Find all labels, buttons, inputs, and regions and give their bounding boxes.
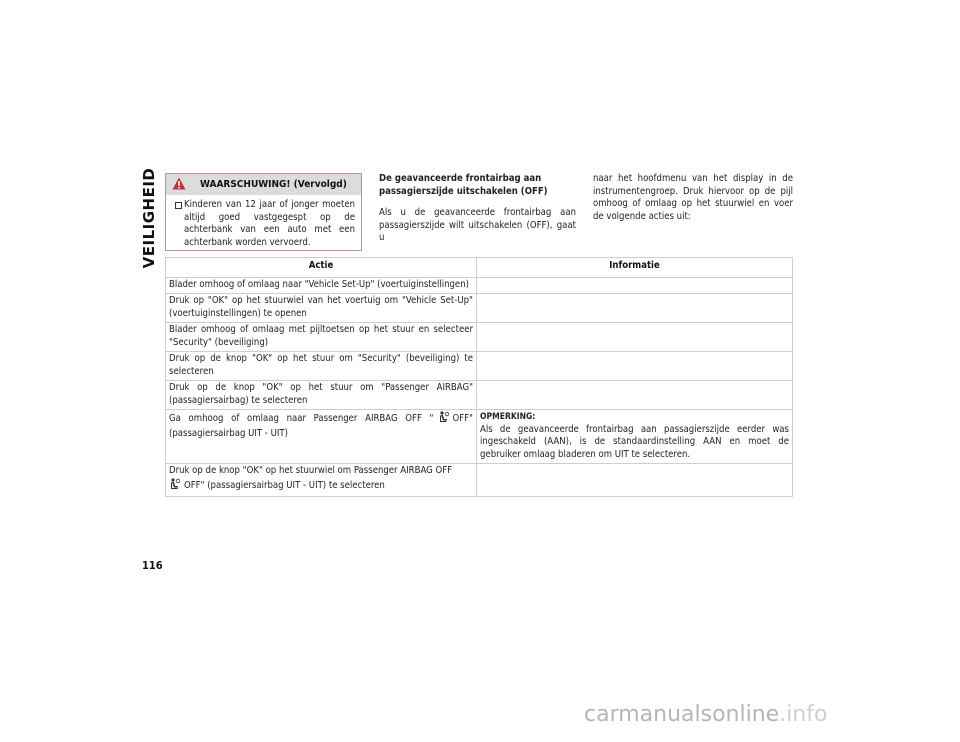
table-row bbox=[166, 410, 793, 464]
warning-triangle-icon bbox=[172, 177, 186, 190]
warning-text: Kinderen van 12 jaar of jonger moeten altijd goed vastgegespt op de achterbank van een auto met een achterbank worden vervoerd. bbox=[184, 199, 355, 248]
warning-body bbox=[166, 195, 361, 249]
warning-header bbox=[166, 174, 361, 195]
note-text: Als de geavanceerde frontairbag aan passagierszijde eerder was ingeschakeld (AAN), is de standaardinstelling AAN en moet de gebruiker omlaag bladeren om UIT te selecteren. bbox=[480, 423, 789, 460]
actie-text-pre: Druk op de knop "OK" op het stuurwiel om Passenger AIRBAG OFF bbox=[169, 465, 453, 476]
header-actie: Actie bbox=[166, 258, 477, 278]
table-row bbox=[166, 294, 793, 323]
section-title-vertical bbox=[139, 167, 159, 269]
table-header-row bbox=[166, 258, 793, 278]
airbag-off-icon bbox=[169, 478, 180, 495]
intro-column-middle bbox=[379, 173, 576, 245]
table-row bbox=[166, 277, 793, 294]
actie-text-post: OFF" (passagiersairbag UIT - UIT) te selecteren bbox=[184, 479, 385, 491]
intro-paragraph-right: naar het hoofdmenu van het display in de instrumentengroep. Druk hiervoor op de pijl omhoog of omlaag op het stuurwiel en voer de volgende acties uit: bbox=[593, 173, 793, 222]
page-number: 116 bbox=[142, 559, 163, 572]
actie-cell: Druk op de knop "OK" op het stuur om "Security" (beveiliging) te selecteren bbox=[166, 352, 477, 381]
section-title: VEILIGHEID bbox=[140, 167, 158, 269]
watermark bbox=[584, 702, 827, 727]
action-table bbox=[165, 257, 793, 497]
info-cell bbox=[477, 381, 793, 410]
actie-cell bbox=[166, 410, 477, 464]
actie-cell: Blader omhoog of omlaag met pijltoetsen op het stuur en selecteer "Security" (beveiliging) bbox=[166, 323, 477, 352]
info-cell bbox=[477, 464, 793, 497]
note-label: OPMERKING: bbox=[480, 412, 536, 422]
info-cell bbox=[477, 352, 793, 381]
airbag-off-icon bbox=[438, 411, 449, 428]
actie-cell bbox=[166, 464, 477, 497]
info-cell bbox=[477, 323, 793, 352]
table-row bbox=[166, 352, 793, 381]
actie-cell: Blader omhoog of omlaag naar "Vehicle Set-Up" (voertuiginstellingen) bbox=[166, 277, 477, 294]
info-cell bbox=[477, 277, 793, 294]
table-row bbox=[166, 464, 793, 497]
actie-cell: Druk op de knop "OK" op het stuur om "Passenger AIRBAG" (passagiersairbag) te selecteren bbox=[166, 381, 477, 410]
intro-column-right bbox=[593, 173, 793, 223]
info-cell bbox=[477, 410, 793, 464]
watermark-suffix: .info bbox=[779, 702, 828, 727]
actie-cell: Druk op "OK" op het stuurwiel van het voertuig om "Vehicle Set-Up" (voertuiginstellingen) te openen bbox=[166, 294, 477, 323]
actie-text-post: OFF" (passagiersairbag UIT - UIT) bbox=[169, 413, 473, 439]
table-row bbox=[166, 323, 793, 352]
watermark-main: carmanualsonline bbox=[584, 702, 780, 727]
warning-title: WAARSCHUWING! (Vervolgd) bbox=[200, 179, 347, 190]
info-cell bbox=[477, 294, 793, 323]
checkbox-bullet-icon bbox=[175, 199, 184, 249]
table-row bbox=[166, 381, 793, 410]
intro-paragraph-left: Als u de geavanceerde frontairbag aan passagierszijde wilt uitschakelen (OFF), gaat u bbox=[379, 207, 576, 243]
actie-text-pre: Ga omhoog of omlaag naar Passenger AIRBAG OFF " bbox=[169, 413, 434, 424]
warning-box bbox=[165, 173, 362, 251]
section-heading: De geavanceerde frontairbag aan passagierszijde uitschakelen (OFF) bbox=[379, 173, 548, 197]
header-informatie: Informatie bbox=[477, 258, 793, 278]
